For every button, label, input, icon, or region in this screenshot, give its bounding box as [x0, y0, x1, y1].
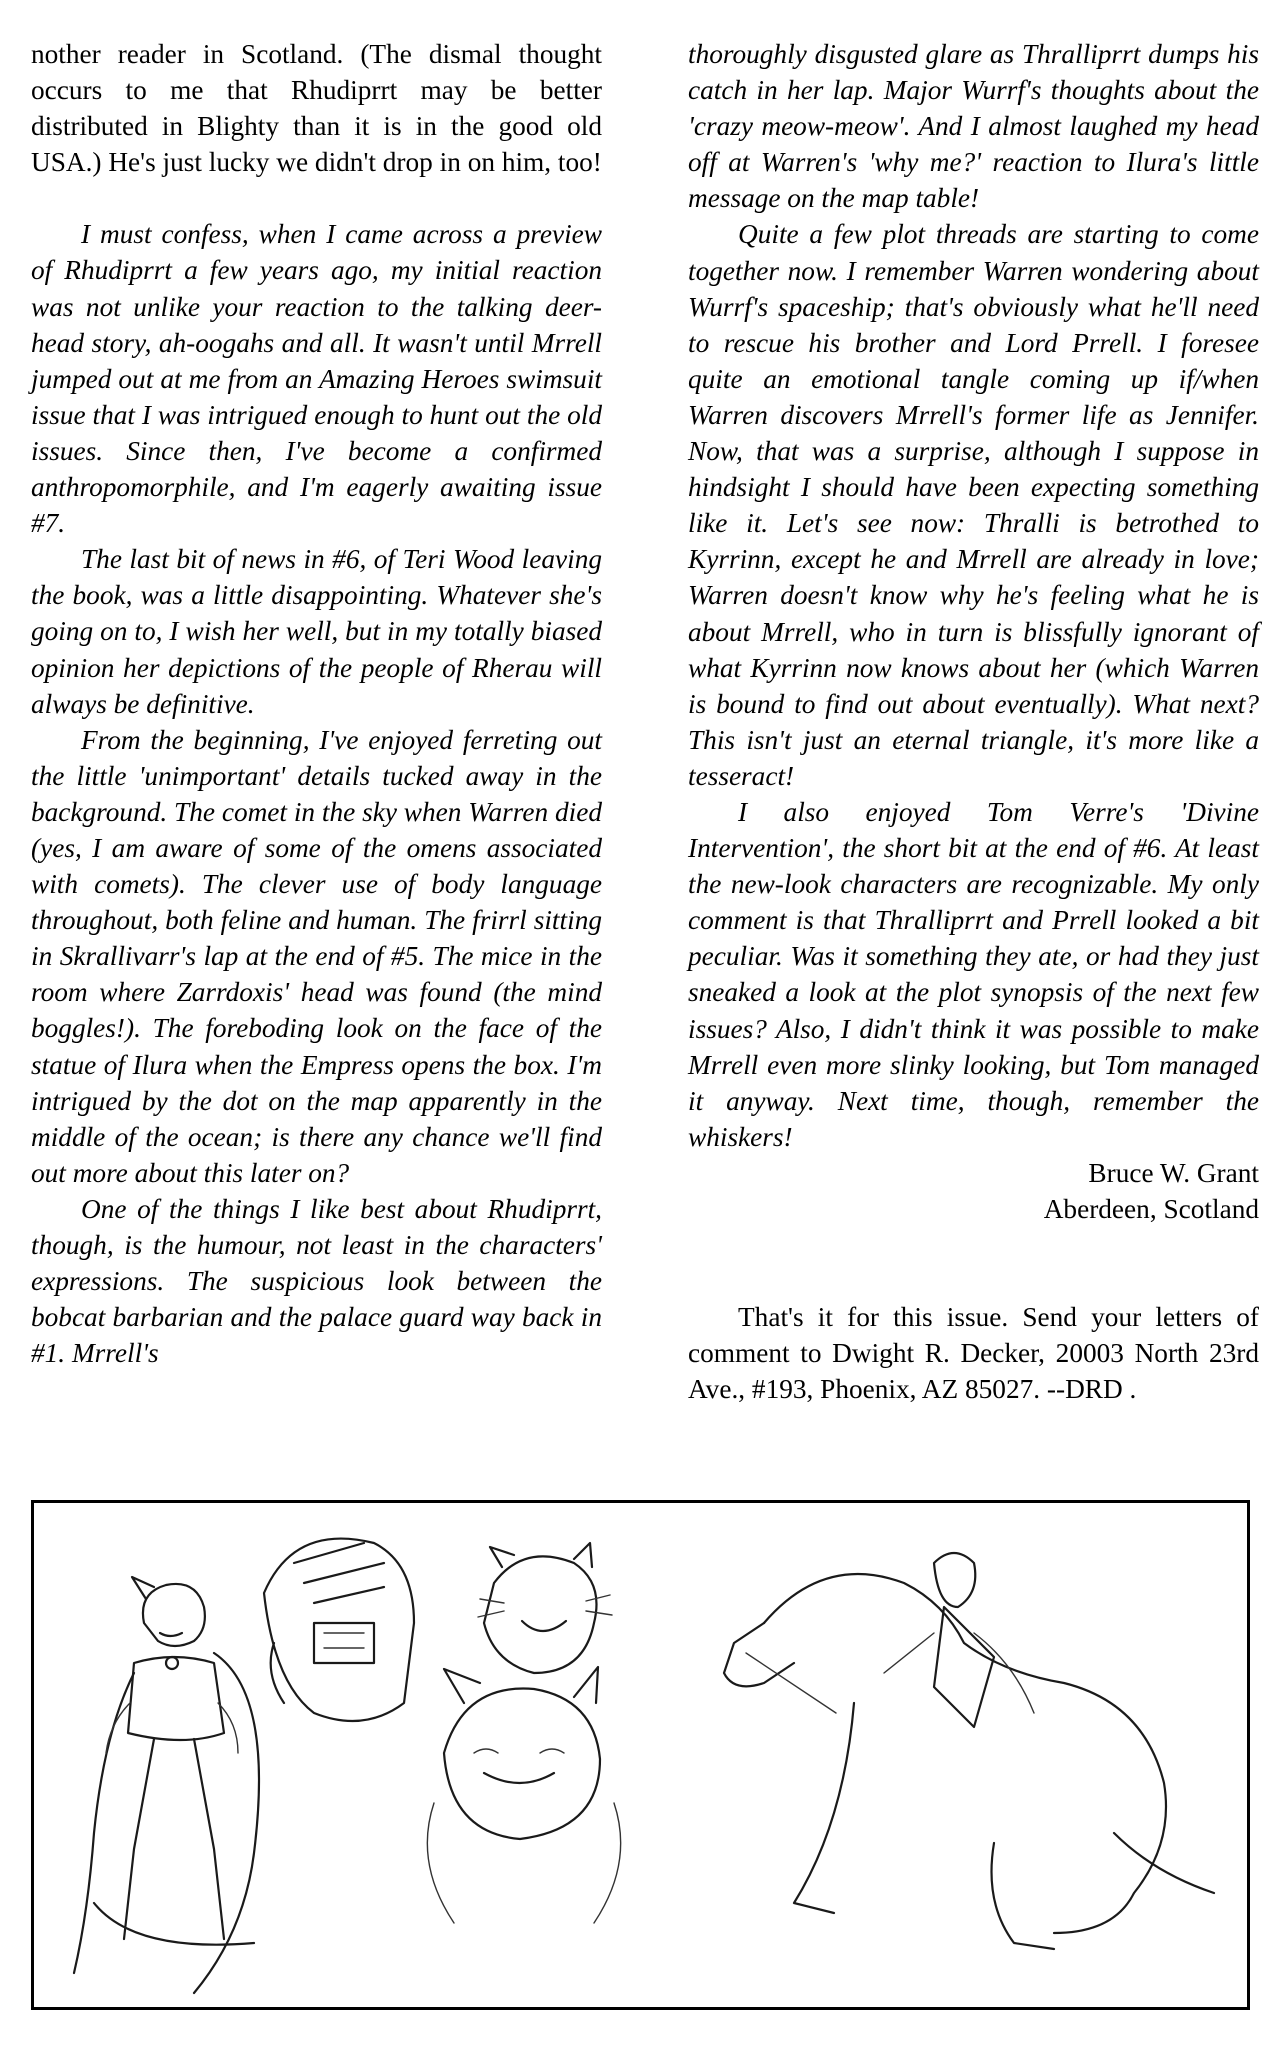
- letter-paragraph: Quite a few plot threads are starting to come together now. I remember Warren wondering about Wurrf's spaceship; that's obviously what he'll need to rescue his brother and Lord Prrell. I foresee quite an emotional tangle coming up if/when Warren discovers Mrrell's former life as Jennifer. Now, that was a surprise, although I suppose in hindsight I should have been expecting something like it. Let's see now: Thralli is betrothed to Kyrrinn, except he and Mrrell are already in love; Warren doesn't know why he's feeling what he is about Mrrell, who in turn is blissfully ignorant of what Kyrrinn now knows about her (which Warren is bound to find out about eventually). What next? This isn't just an eternal triangle, it's more like a tesseract!: [688, 219, 1259, 791]
- editor-closing-note: That's it for this issue. Send your letters of comment to Dwight R. Decker, 20003 North 23rd Ave., #193, Phoenix, AZ 85027. --DRD .: [688, 1302, 1259, 1405]
- caped-warrior-sketch: [74, 1577, 259, 1993]
- letter-column-left: [31, 36, 602, 1371]
- letter-paragraph: I must confess, when I came across a preview of Rhudiprrt a few years ago, my initial reaction was not unlike your reaction to the talking deer-head story, ah-oogahs and all. It wasn't until Mrrell jumped out at me from an Amazing Heroes swimsuit issue that I was intrigued enough to hunt out the old issues. Since then, I've become a confirmed anthropomorphile, and I'm eagerly awaiting issue #7.: [31, 219, 602, 539]
- letter-paragraph: I also enjoyed Tom Verre's 'Divine Intervention', the short bit at the end of #6. At least the new-look characters are recognizable. My only comment is that Thralliprrt and Prrell looked a bit peculiar. Was it something they ate, or had they just sneaked a look at the plot synopsis of the next few issues? Also, I didn't think it was possible to make Mrrell even more slinky looking, but Tom managed it anyway. Next time, though, remember the whiskers!: [688, 796, 1259, 1152]
- letter-paragraph: From the beginning, I've enjoyed ferreting out the little 'unimportant' details tucked away in the background. The comet in the sky when Warren died (yes, I am aware of some of the omens associated with comets). The clever use of body language throughout, both feline and human. The frirrl sitting in Skrallivarr's lap at the end of #5. The mice in the room where Zarrdoxis' head was found (the mind boggles!). The foreboding look on the face of the statue of Ilura when the Empress opens the box. I'm intrigued by the dot on the map apparently in the middle of the ocean; is there any chance we'll find out more about this later on?: [31, 724, 602, 1188]
- signature-name: Bruce W. Grant: [1088, 1157, 1259, 1188]
- letter-paragraph: thoroughly disgusted glare as Thralliprrt dumps his catch in her lap. Major Wurrf's thoughts about the 'crazy meow-meow'. And I almost laughed my head off at Warren's 'why me?' reaction to Ilura's little message on the map table!: [688, 39, 1259, 214]
- character-sketch-panel: [31, 1500, 1250, 2010]
- letter-paragraph: One of the things I like best about Rhudiprrt, though, is the humour, not least in the characters' expressions. The suspicious look between the bobcat barbarian and the palace guard way back in #1. Mrrell's: [31, 1193, 602, 1369]
- maned-cat-head-sketch: [427, 1667, 620, 1923]
- character-sketches: [34, 1503, 1247, 2007]
- snarling-cat-head-sketch: [478, 1543, 612, 1673]
- letter-paragraph: nother reader in Scotland. (The dismal thought occurs to me that Rhudiprrt may be better distributed in Blighty than it is in the good old USA.) He's just lucky we didn't drop in on him, too!: [31, 39, 602, 178]
- signature-location: Aberdeen, Scotland: [1043, 1194, 1259, 1224]
- rider-on-creature-sketch: [724, 1553, 1214, 1949]
- helmeted-warrior-head-sketch: [264, 1539, 414, 1721]
- letter-paragraph: The last bit of news in #6, of Teri Wood leaving the book, was a little disappointing. Whatever she's going on to, I wish her well, but in my totally biased opinion her depictions of the people of Rherau will always be definitive.: [31, 544, 602, 719]
- letter-column-right: [688, 36, 1259, 1407]
